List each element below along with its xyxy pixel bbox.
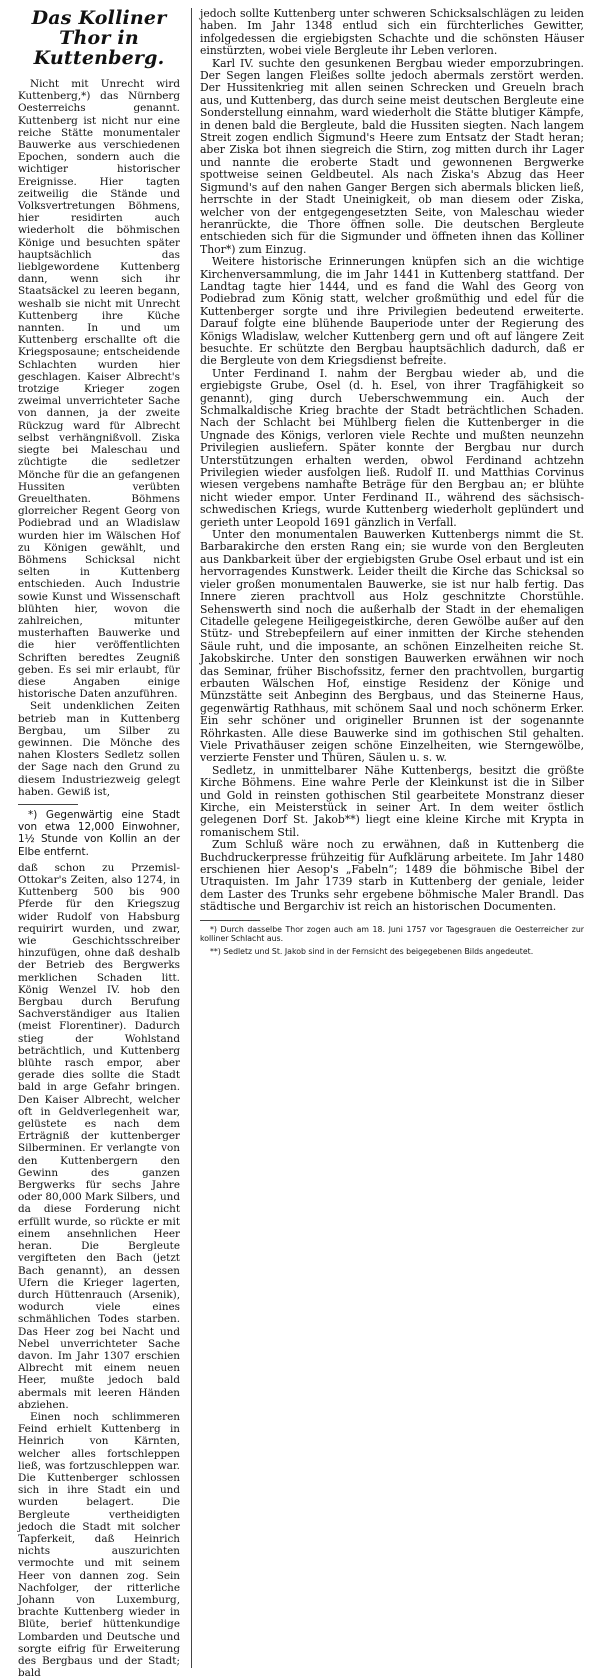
footnote-divider <box>200 920 260 921</box>
paragraph: daß schon zu Przemisl-Ottokar's Zeiten, also 1274, in Kuttenberg 500 bis 900 Pferde für den Kriegszug wider Rudolf von Habsburg requirirt wurden, und zwar, wie Geschichtsschreiber hinzufügen, ohne daß deshalb der Betrieb des Bergwerks merklichen Schaden litt. König Wenzel IV. hob den Bergbau durch Berufung Sachverständiger aus Italien (meist Florentiner). Dadurch stieg der Wohlstand beträchtlich, und Kuttenberg blühte rasch empor, aber gerade dies sollte die Stadt bald in arge Gefahr bringen. Den Kaiser Albrecht, welcher oft in Geldverlegenheit war, gelüstete es nach dem Erträgniß der kuttenberger Silberminen. Er verlangte von den Kuttenbergern den Gewinn des ganzen Bergwerks für sechs Jahre oder 80,000 Mark Silbers, und da diese Forderung nicht erfüllt wurde, so rückte er mit einem ansehnlichen Heer heran. Die Bergleute vergifteten den Bach (jetzt Bach genannt), an dessen Ufern die Krieger lagerten, durch Hüttenrauch (Arsenik), wodurch viele eines schmählichen Todes starben. Das Heer zog bei Nacht und Nebel unverrichteter Sache davon. Im Jahr 1307 erschien Albrecht mit einem neuen Heer, mußte jedoch bald abermals mit leeren Händen abziehen. <box>18 861 180 1411</box>
footnote: *) Durch dasselbe Thor zogen auch am 18. Juni 1757 vor Tagesgrauen die Oesterreicher zur kolliner Schlacht aus. <box>200 924 584 944</box>
right-column <box>200 8 584 961</box>
paragraph: Seit undenklichen Zeiten betrieb man in Kuttenberg Bergbau, um Silber zu gewinnen. Die Mönche des nahen Klosters Sedletz sollen der Sage nach den Grund zu diesem Industriezweig gelegt haben. Gewiß ist, <box>18 700 180 798</box>
paragraph: Karl IV. suchte den gesunkenen Bergbau wieder emporzubringen. Der Segen langen Fleißes sollte jedoch abermals zerstört werden. Der Hussitenkrieg mit allen seinen Schrecken und Greueln brach aus, und Kuttenberg, das durch seine meist deutschen Bergleute eine Sonderstellung einnahm, ward wiederholt die Stätte blutiger Kämpfe, in denen bald die Bergleute, bald die Hussiten siegten. Nach langem Streit zogen endlich Sigmund's Heere zum Entsatz der Stadt heran; aber Ziska bot ihnen siegreich die Stirn, zog mitten durch ihr Lager und nannte die eroberte Stadt und gewonnenen Bergwerke spottweise seinen Geldbeutel. Als nach Ziska's Abzug das Heer Sigmund's auf den nahen Ganger Bergen sich abermals blicken ließ, herrschte in der Stadt Uneinigkeit, ob man diesem oder Ziska, welcher von der entgegengesetzten Seite, von Maleschau wieder heranrückte, die Thore öffnen solle. Die deutschen Bergleute entschieden sich für die Sigmunder und öffneten ihnen das Kolliner Thor*) zum Einzug. <box>200 56 584 256</box>
title-line-2: Kuttenberg. <box>33 47 165 69</box>
footnote-divider <box>18 804 78 805</box>
paragraph: Einen noch schlimmeren Feind erhielt Kuttenberg in Heinrich von Kärnten, welcher alles fortschleppen ließ, was fortzuschleppen war. Die Kuttenberger schlossen sich in ihre Stadt ein und wurden belagert. Die Bergleute vertheidigten jedoch die Stadt mit solcher Tapferkeit, daß Heinrich nichts auszurichten vermochte und mit seinem Heer von dannen zog. Sein Nachfolger, der ritterliche Johann von Luxemburg, brachte Kuttenberg wieder in Blüte, berief hüttenkundige Lombarden und Deutsche und sorgte eifrig für Erweiterung des Bergbaus und der Stadt; bald <box>18 1410 180 1679</box>
paragraph: Nicht mit Unrecht wird Kuttenberg,*) das Nürnberg Oesterreichs genannt. Kuttenberg ist nicht nur eine reiche Stätte monumentaler Bauwerke aus verschiedenen Epochen, sondern auch die wichtiger historischer Ereignisse. Hier tagten zeitweilig die Stände und Volksvertretungen Böhmens, hier residirten auch wiederholt die böhmischen Könige und besuchten später hauptsächlich das lieblgewordene Kuttenberg dann, wenn sich ihr Staatsäckel zu leeren begann, weshalb sie nicht mit Unrecht Kuttenberg ihre Küche nannten. In und um Kuttenberg erschallte oft die Kriegsposaune; entscheidende Schlachten wurden hier geschlagen. Kaiser Albrecht's trotzige Krieger zogen zweimal unverrichteter Sache von dannen, ja der zweite Rückzug ward für Albrecht selbst verhängnißvoll. Ziska siegte bei Maleschau und züchtigte die sedletzer Mönche für die an gefangenen Hussiten verübten Greuelthaten. Böhmens glorreicher Regent Georg von Podiebrad und an Wladislaw wurden hier im Wälschen Hof zu Königen gewählt, und Böhmens Schicksal nicht selten in Kuttenberg entschieden. Auch Industrie sowie Kunst und Wissenschaft blühten hier, wovon die zahlreichen, mitunter musterhaften Bauwerke und die hier veröffentlichten Schriften beredtes Zeugniß geben. Es sei mir erlaubt, für diese Angaben einige historische Daten anzuführen. <box>18 78 180 701</box>
paragraph: Zum Schluß wäre noch zu erwähnen, daß in Kuttenberg die Buchdruckerpresse frühzeitig für Aufklärung arbeitete. Im Jahr 1480 erschienen hier Aesop's „Fabeln“; 1489 die böhmische Bibel der Utraquisten. Im Jahr 1739 starb in Kuttenberg der geniale, leider dem Laster des Trunks sehr ergebene böhmische Maler Brandl. Das städtische und Bergarchiv ist reich an historischen Documenten. <box>200 838 584 914</box>
paragraph: Unter Ferdinand I. nahm der Bergbau wieder ab, und die ergiebigste Grube, Osel (d. h. Esel, von ihrer Tragfähigkeit so genannt), ging durch Ueberschwemmung ein. Auch der Schmalkaldische Krieg brachte der Stadt beträchtlichen Schaden. Nach der Schlacht bei Mühlberg fielen die Kuttenberger in die Ungnade des Königs, verloren viele Rechte und mußten neunzehn Privilegien ausliefern. Später konnte der Bergbau nur durch Unterstützungen erhalten werden, obwol Ferdinand achtzehn Privilegien wieder ausfolgen ließ. Rudolf II. und Matthias Corvinus wiesen vergebens namhafte Beträge für den Bergbau an; er blühte nicht wieder empor. Unter Ferdinand II., während des sächsisch-schwedischen Kriegs, wurde Kuttenberg wiederholt geplündert und gerieth unter Leopold 1691 gänzlich in Verfall. <box>200 366 584 529</box>
column-divider <box>191 8 192 1668</box>
footnote: **) Sedletz und St. Jakob sind in der Fernsicht des beigegebenen Bilds angedeutet. <box>210 947 534 957</box>
article-title <box>18 8 180 68</box>
title-line-1: Das Kolliner Thor in <box>31 7 167 49</box>
paragraph: Sedletz, in unmittelbarer Nähe Kuttenbergs, besitzt die größte Kirche Böhmens. Eine wahre Perle der Kleinkunst ist die in Silber und Gold in reinsten gothischen Stil gearbeitete Monstranz dieser Kirche, ein Meisterstück in seiner Art. In dem weiter östlich gelegenen Dorf St. Jakob**) liegt eine kleine Kirche mit Krypta in romanischem Stil. <box>200 763 584 839</box>
paragraph: jedoch sollte Kuttenberg unter schweren Schicksalschlägen zu leiden haben. Im Jahr 1348 entlud sich ein fürchterliches Gewitter, infolgedessen die ergiebigsten Schachte und die schönsten Häuser einstürzten, wobei viele Bergleute ihr Leben verloren. <box>200 7 584 58</box>
left-column <box>18 8 180 1679</box>
footnote: *) Gegenwärtig eine Stadt von etwa 12,000 Einwohner, 1½ Stunde von Kollin an der Elbe entfernt. <box>18 808 180 858</box>
paragraph: Weitere historische Erinnerungen knüpfen sich an die wichtige Kirchenversammlung, die im Jahr 1441 in Kuttenberg stattfand. Der Landtag tagte hier 1444, und es fand die Wahl des Georg von Podiebrad zum König statt, welcher großmüthig und edel für die Kuttenberger sorgte und ihre Privilegien bedeutend erweiterte. Darauf folgte eine blühende Bauperiode unter der Regierung des Königs Wladislaw, welcher Kuttenberg gern und oft auf längere Zeit besuchte. Er schützte den Bergbau hauptsächlich dadurch, daß er die Bergleute von dem Kriegsdienst befreite. <box>200 255 584 368</box>
paragraph: Unter den monumentalen Bauwerken Kuttenbergs nimmt die St. Barbarakirche den ersten Rang ein; sie wurde von den Bergleuten aus Dankbarkeit über der ergiebigsten Grube Osel erbaut und ist ein hervorragendes Kunstwerk. Leider theilt die Kirche das Schicksal so vieler großen monumentalen Bauwerke, sie ist nur halb fertig. Das Innere zieren prachtvoll aus Holz geschnitzte Chorstühle. Sehenswerth sind noch die außerhalb der Stadt in der ehemaligen Citadelle gelegene Heiligegeistkirche, deren Gewölbe außer auf den Stütz- und Strebepfeilern auf einer inmitten der Kirche stehenden Säule ruht, und die imposante, an schönen Einzelheiten reiche St. Jakobskirche. Unter den sonstigen Bauwerken erwähnen wir noch das Seminar, früher Bischofssitz, ferner den prachtvollen, burgartig erbauten Wälschen Hof, einstige Residenz der Könige und Münzstätte seit Anbeginn des Bergbaus, und das Steinerne Haus, gegenwärtig Rathhaus, mit schönem Saal und noch schönerm Erker. Ein sehr schöner und origineller Brunnen ist der sogenannte Röhrkasten. Alle diese Bauwerke sind im gothischen Stil gehalten. Viele Privathäuser zeigen schöne Einzelheiten, wie Sterngewölbe, verzierte Fenster und Thüren, Säulen u. s. w. <box>200 528 584 765</box>
